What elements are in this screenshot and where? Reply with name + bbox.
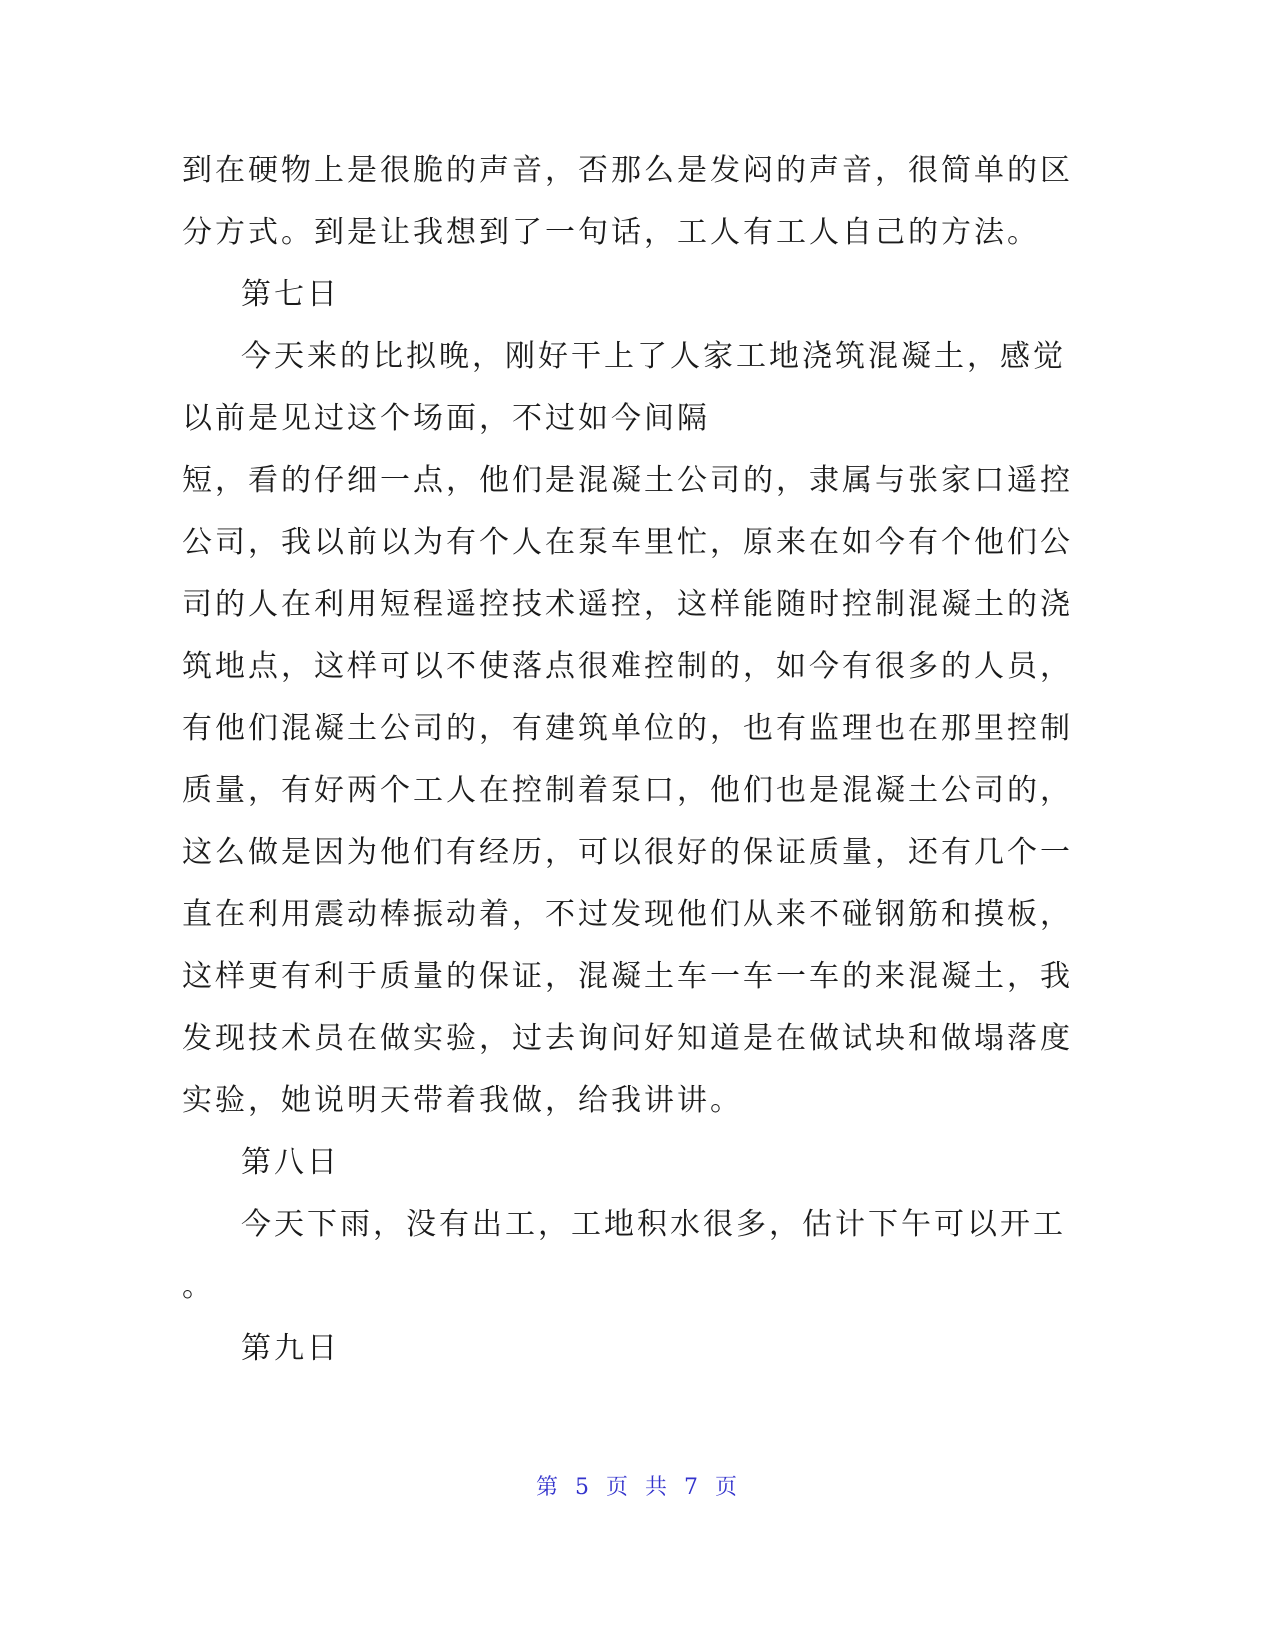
text-line: 这样更有利于质量的保证，混凝土车一车一车的来混凝土，我 <box>182 959 1073 994</box>
text-line: 司的人在利用短程遥控技术遥控，这样能随时控制混凝土的浇 <box>182 587 1073 622</box>
text-line: 公司，我以前以为有个人在泵车里忙，原来在如今有个他们公 <box>182 525 1073 560</box>
text-line: 短，看的仔细一点，他们是混凝土公司的，隶属与张家口遥控 <box>182 463 1073 498</box>
text-line: 分方式。到是让我想到了一句话，工人有工人自己的方法。 <box>182 215 1040 250</box>
text-line: 直在利用震动棒振动着，不过发现他们从来不碰钢筋和摸板， <box>182 897 1073 932</box>
text-line: 这么做是因为他们有经历，可以很好的保证质量，还有几个一 <box>182 835 1073 870</box>
section-heading-day-7: 第七日 <box>241 277 340 312</box>
page-number-footer: 第 5 页 共 7 页 <box>536 1475 739 1500</box>
text-line: 到在硬物上是很脆的声音，否那么是发闷的声音，很简单的区 <box>182 153 1073 188</box>
text-line: 有他们混凝土公司的，有建筑单位的，也有监理也在那里控制 <box>182 711 1073 746</box>
section-heading-day-9: 第九日 <box>241 1331 340 1366</box>
text-line: 质量，有好两个工人在控制着泵口，他们也是混凝土公司的， <box>182 773 1073 808</box>
text-line: 筑地点，这样可以不使落点很难控制的，如今有很多的人员， <box>182 649 1073 684</box>
document-body <box>182 140 1073 1380</box>
text-line: 今天下雨，没有出工，工地积水很多，估计下午可以开工 <box>241 1207 1066 1242</box>
text-line: 实验，她说明天带着我做，给我讲讲。 <box>182 1083 743 1118</box>
text-line: 以前是见过这个场面，不过如今间隔 <box>182 401 710 436</box>
text-line: 。 <box>182 1269 215 1304</box>
text-line: 今天来的比拟晚，刚好干上了人家工地浇筑混凝土，感觉 <box>241 339 1066 374</box>
text-line: 发现技术员在做实验，过去询问好知道是在做试块和做塌落度 <box>182 1021 1073 1056</box>
section-heading-day-8: 第八日 <box>241 1145 340 1180</box>
